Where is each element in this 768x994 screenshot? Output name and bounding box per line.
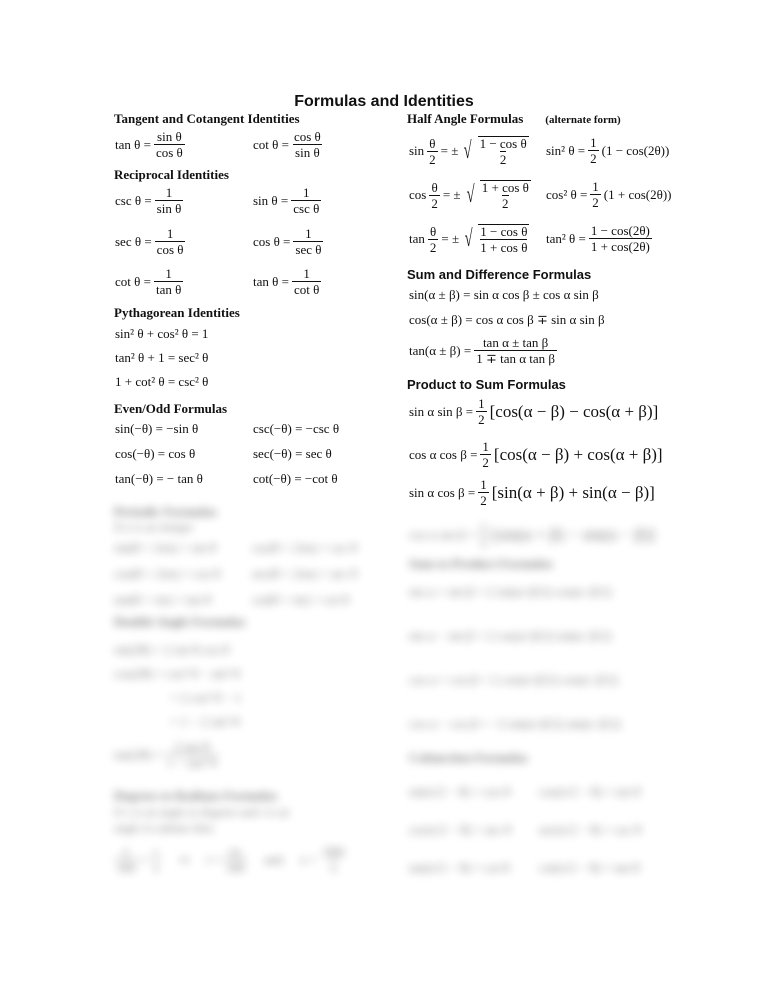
sum-product-heading: Sum to Product Formulas xyxy=(409,556,553,571)
cofunction-tan: tan(π/2 − θ) = cot θ xyxy=(409,860,510,875)
product-sin-cos-clip xyxy=(409,477,679,508)
degrees-radians-note-1: If x is an angle in degrees and t is an xyxy=(114,805,290,819)
double-cos-2: = 2 cos² θ − 1 xyxy=(170,690,242,705)
cofunction-cos: cos(π/2 − θ) = sin θ xyxy=(539,784,641,799)
even-odd-csc: csc(−θ) = −csc θ xyxy=(253,421,340,436)
csc-reciprocal: csc θ = $\frac{1}{\text{sin θ}}$ xyxy=(115,185,182,216)
periodic-csc: csc(θ + 2πn) = csc θ xyxy=(252,540,357,555)
cofunction-sec: sec(π/2 − θ) = csc θ xyxy=(539,822,641,837)
sin-reciprocal: sin θ = $\frac{1}{\text{csc θ}}$ xyxy=(253,185,320,216)
cofunction-csc: csc(π/2 − θ) = sec θ xyxy=(409,822,511,837)
periodic-cot: cot(θ + πn) = cot θ xyxy=(252,592,349,607)
periodic-sin: sin(θ + 2πn) = sin θ xyxy=(114,540,216,555)
cot-identity: cot θ = $\frac{\text{cos θ}}{\text{sin θ}}$ xyxy=(253,129,321,160)
even-odd-tan: tan(−θ) = − tan θ xyxy=(115,471,203,486)
even-odd-sec: sec(−θ) = sec θ xyxy=(253,446,332,461)
cofunction-sin: sin(π/2 − θ) = cos θ xyxy=(409,784,511,799)
degrees-radians-note-2: angle in radians then xyxy=(114,821,214,835)
sum-product-3: cos α + cos β = 2 cos(α+β/2) cos(α−β/2) xyxy=(409,672,618,687)
blurred-right-content xyxy=(405,500,665,900)
product-cos-cos: cos α cos β = $\frac{1}{2}$ [cos(α − β) + cos(α + β)] xyxy=(409,439,663,470)
sum-product-2: sin α − sin β = 2 cos(α+β/2) sin(α−β/2) xyxy=(409,628,612,643)
pythagorean-1: sin² θ + cos² θ = 1 xyxy=(115,326,209,341)
cos-reciprocal: cos θ = $\frac{1}{\text{sec θ}}$ xyxy=(253,226,322,257)
cot-reciprocal: cot θ = $\frac{1}{\text{tan θ}}$ xyxy=(115,266,182,297)
cofunction-cot: cot(π/2 − θ) = tan θ xyxy=(539,860,640,875)
half-angle-sin-alt: sin² θ = $\frac{1}{2}$ (1 − cos(2θ)) xyxy=(546,135,670,166)
product-sin-cos: sin α cos β = $\frac{1}{2}$ [sin(α + β) + sin(α − β)] xyxy=(409,477,655,508)
product-cos-sin: cos α sin β = $\frac{1}{2}$ [sin(α + β) − sin(α − β)] xyxy=(409,519,655,550)
reciprocal-heading: Reciprocal Identities xyxy=(114,167,229,182)
half-angle-tan-alt: tan² θ = $\frac{1 - \cos(2\theta)}{1 + \cos(2\theta)}$ xyxy=(546,223,650,254)
degrees-radians-formula: $\frac{\pi}{180}$ = $\frac{t}{x}$ ⇒ t = $\frac{\pi x}{180}$ and x = $\frac{180t}{\pi}$ xyxy=(116,844,345,875)
sec-reciprocal: sec θ = $\frac{1}{\text{cos θ}}$ xyxy=(115,226,184,257)
half-angle-tan: tan $\frac{\theta}{2}$ = ± √ 1 − cos θ 1 + cos θ xyxy=(409,223,528,255)
sum-diff-tan: tan(α ± β) = $\frac{\text{tan α ± tan β}}{\text{1 ∓ tan α tan β}}$ xyxy=(409,335,556,366)
double-sin: sin(2θ) = 2 sin θ cos θ xyxy=(114,642,229,657)
cofunction-heading: Cofunction Formulas xyxy=(409,750,528,765)
sum-product-1: sin α + sin β = 2 sin(α+β/2) cos(α−β/2) xyxy=(409,584,612,599)
double-cos-3: = 1 − 2 sin² θ xyxy=(170,714,240,729)
sum-difference-heading: Sum and Difference Formulas xyxy=(407,267,592,282)
tan-identity: tan θ = $\frac{\text{sin θ}}{\text{cos θ}}$ xyxy=(115,129,183,160)
alternate-form-note: (alternate form) xyxy=(545,114,621,126)
periodic-tan: tan(θ + πn) = tan θ xyxy=(114,592,211,607)
tan-reciprocal: tan θ = $\frac{1}{\text{cot θ}}$ xyxy=(253,266,320,297)
even-odd-heading: Even/Odd Formulas xyxy=(114,401,228,416)
double-tan: tan(2θ) = $\frac{\text{2 tan θ}}{\text{1 − tan² θ}}$ xyxy=(114,739,217,770)
sum-diff-sin: sin(α ± β) = sin α cos β ± cos α sin β xyxy=(409,287,599,302)
product-sum-heading: Product to Sum Formulas xyxy=(407,377,566,392)
half-angle-heading: Half Angle Formulas (alternate form) xyxy=(407,111,621,126)
degrees-radians-heading: Degrees to Radians Formulas xyxy=(114,788,278,803)
blurred-left-content xyxy=(110,500,380,900)
sum-product-4: cos α − cos β = −2 sin(α+β/2) sin(α−β/2) xyxy=(409,716,621,731)
half-angle-cos-alt: cos² θ = $\frac{1}{2}$ (1 + cos(2θ)) xyxy=(546,179,672,210)
half-angle-cos: cos $\frac{\theta}{2}$ = ± √ 1 + cos θ 2 xyxy=(409,179,529,211)
pythagorean-2: tan² θ + 1 = sec² θ xyxy=(115,350,209,365)
periodic-sec: sec(θ + 2πn) = sec θ xyxy=(252,566,357,581)
page-title: Formulas and Identities xyxy=(294,93,474,110)
half-angle-sin: sin $\frac{\theta}{2}$ = ± √ 1 − cos θ 2 xyxy=(409,135,527,167)
tangent-cotangent-heading: Tangent and Cotangent Identities xyxy=(114,111,300,126)
even-odd-cos: cos(−θ) = cos θ xyxy=(115,446,196,461)
product-sin-sin: sin α sin β = $\frac{1}{2}$ [cos(α − β) − cos(α + β)] xyxy=(409,396,659,427)
even-odd-cot: cot(−θ) = −cot θ xyxy=(253,471,338,486)
periodic-heading: Periodic Formulas xyxy=(114,504,217,519)
pythagorean-heading: Pythagorean Identities xyxy=(114,305,240,320)
double-cos-1: cos(2θ) = cos² θ − sin² θ xyxy=(114,666,240,681)
periodic-note: If n is an integer. xyxy=(114,520,195,534)
sum-diff-cos: cos(α ± β) = cos α cos β ∓ sin α sin β xyxy=(409,312,605,327)
double-angle-heading: Double Angle Formulas xyxy=(114,614,246,629)
even-odd-sin: sin(−θ) = −sin θ xyxy=(115,421,199,436)
pythagorean-3: 1 + cot² θ = csc² θ xyxy=(115,374,209,389)
periodic-cos: cos(θ + 2πn) = cos θ xyxy=(114,566,221,581)
